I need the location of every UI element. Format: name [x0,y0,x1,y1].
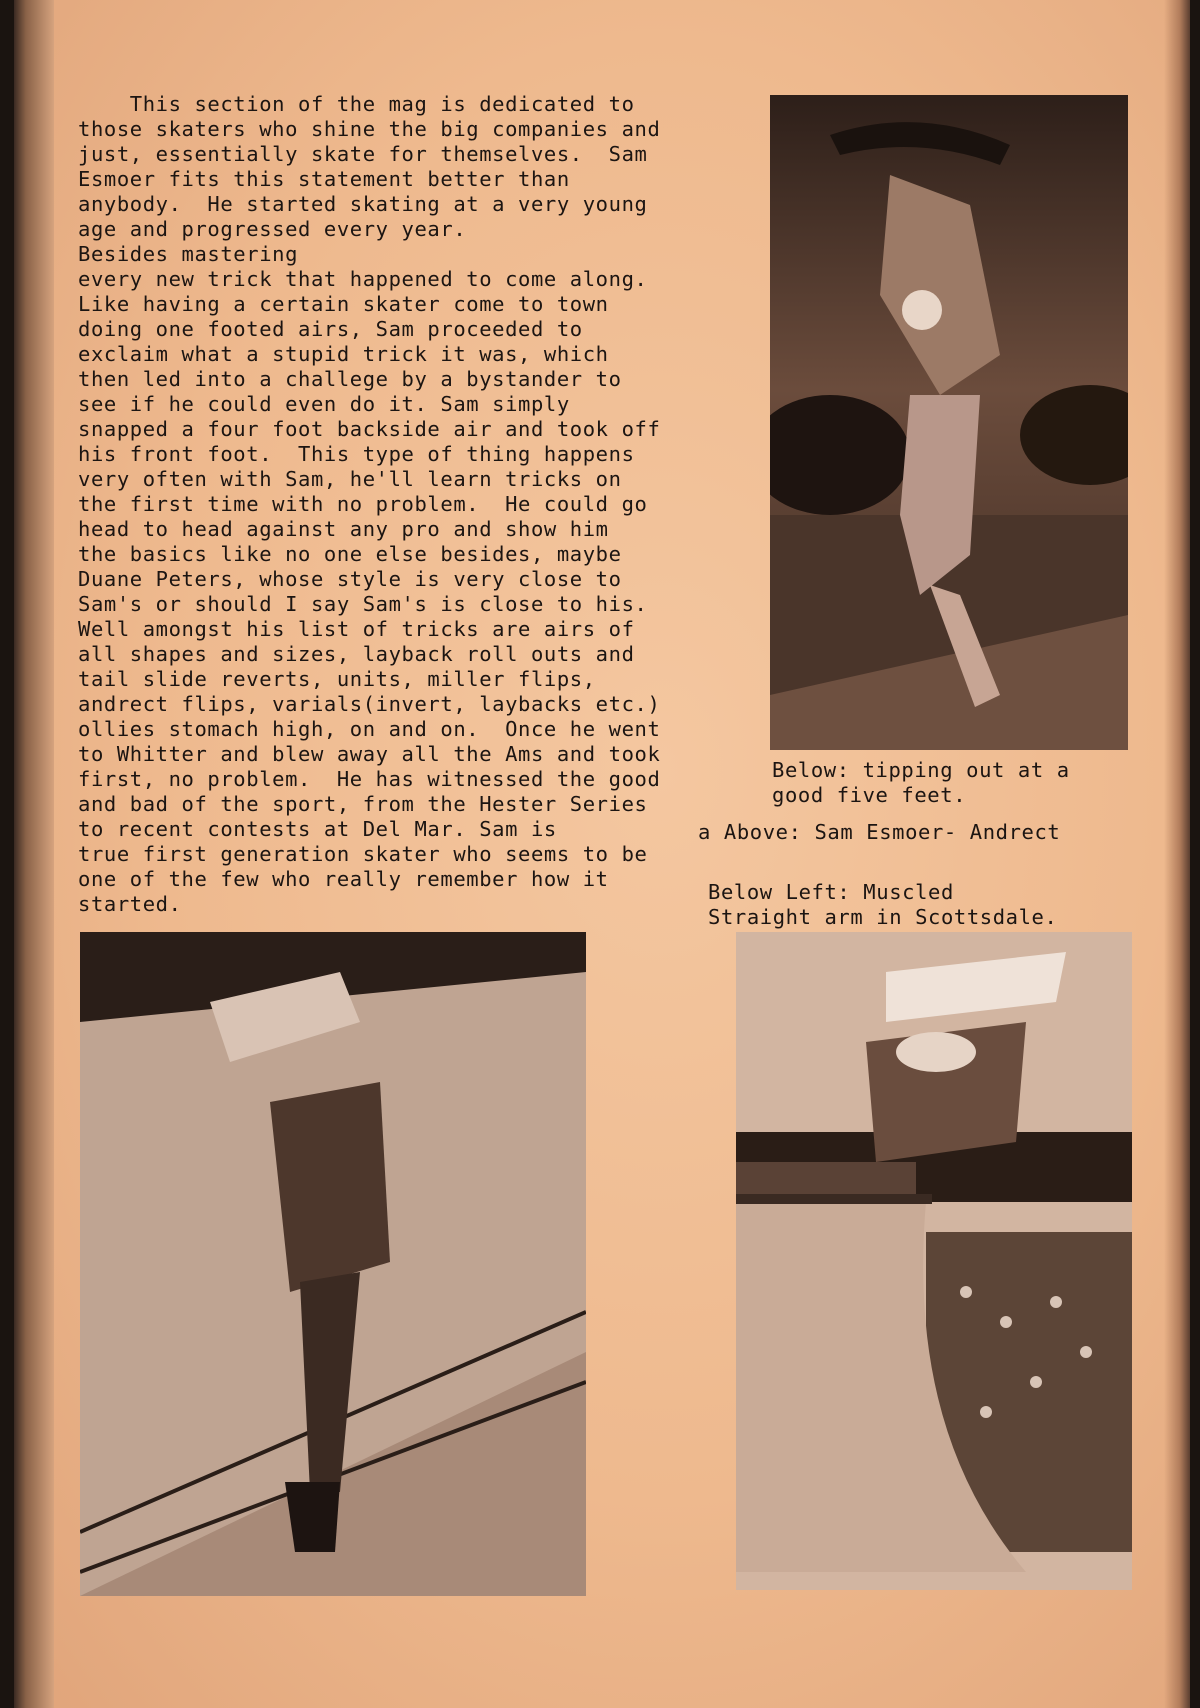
article-line: Well amongst his list of tricks are airs of [78,617,635,641]
article-line: and bad of the sport, from the Hester Series [78,792,648,816]
article-line: exclaim what a stupid trick it was, which [78,342,609,366]
article-line: doing one footed airs, Sam proceeded to [78,317,583,341]
caption-below-line1: Below: tipping out at a [772,758,1070,782]
article-line: age and progressed every year. [78,217,467,241]
article-line: those skaters who shine the big companies and [78,117,661,141]
article-line: every new trick that happened to come along. [78,267,648,291]
article-line: Esmoer fits this statement better than [78,167,570,191]
article-line: see if he could even do it. Sam simply [78,392,570,416]
article-line: head to head against any pro and show him [78,517,609,541]
article-line: one of the few who really remember how it [78,867,609,891]
article-line: then led into a challege by a bystander to [78,367,622,391]
page-edge [1164,0,1190,1708]
article-line: Duane Peters, whose style is very close to [78,567,622,591]
article-line: true first generation skater who seems to be [78,842,648,866]
article-line: anybody. He started skating at a very young [78,192,648,216]
article-line: very often with Sam, he'll learn tricks on [78,467,622,491]
caption-below-line2: good five feet. [772,783,967,807]
article-line: Besides mastering [78,242,299,266]
caption-below-left-line1: Below Left: Muscled [708,880,954,904]
article-line: andrect flips, varials(invert, laybacks etc.) [78,692,661,716]
article-line: to recent contests at Del Mar. Sam is [78,817,557,841]
photo-handplant-top [770,95,1128,750]
article-line: just, essentially skate for themselves. Sam [78,142,648,166]
photo-straight-arm [80,932,586,1596]
article-line: snapped a four foot backside air and took off [78,417,661,441]
article-line: started. [78,892,182,916]
article-line: to Whitter and blew away all the Ams and took [78,742,661,766]
article-line: This section of the mag is dedicated to [78,92,635,116]
article-line: Like having a certain skater come to town [78,292,609,316]
article-line: tail slide reverts, units, miller flips, [78,667,596,691]
photo-andrect-crowd [736,932,1132,1590]
article-text [78,92,778,917]
magazine-page [14,0,1190,1708]
article-line: Sam's or should I say Sam's is close to his. [78,592,648,616]
caption-below-left-line2: Straight arm in Scottsdale. [708,905,1058,929]
article-line: his front foot. This type of thing happens [78,442,635,466]
article-line: ollies stomach high, on and on. Once he went [78,717,661,741]
caption-above: a Above: Sam Esmoer- Andrect [698,820,1061,844]
article-line: first, no problem. He has witnessed the good [78,767,661,791]
article-line: the first time with no problem. He could go [78,492,648,516]
article-line: the basics like no one else besides, maybe [78,542,622,566]
page-spine [14,0,54,1708]
article-line: all shapes and sizes, layback roll outs and [78,642,635,666]
